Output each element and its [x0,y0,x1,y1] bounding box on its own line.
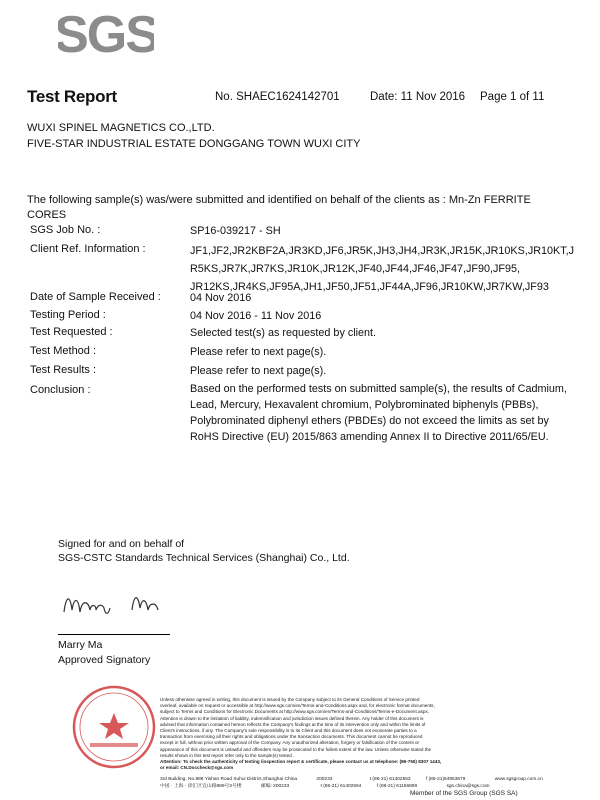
postcode-cn: 邮编: 200233 [260,784,290,789]
test-requested-value: Selected test(s) as requested by client. [190,327,377,339]
fine-print-line: or email: CN.Doccheck@sgs.com [160,765,234,771]
sgs-group-member: Member of the SGS Group (SGS SA) [410,790,518,797]
date-received-label: Date of Sample Received : [30,291,161,303]
client-ref-label: Client Ref. Information : [30,243,146,255]
signed-on-behalf: Signed for and on behalf of [58,538,185,550]
handwritten-signature [60,586,180,626]
intro-line: CORES [27,209,67,221]
client-ref-value [190,242,574,296]
conclusion-line: Polybrominated diphenyl ethers (PBDEs) do not exceed the limits as set by [190,415,549,427]
signatory-role: Approved Signatory [58,654,151,666]
fax-cn: f (86-21) 61156899 [376,784,418,789]
fine-print-line: advised that information contained hereon reflects the Company's findings at the time of its intervention only and within the limits of [160,721,426,727]
sgs-logo [58,6,154,60]
report-title: Test Report [27,87,117,106]
address-cn: 中国 · 上海 · 徐汇区宜山路889号3号楼 [160,784,242,789]
conclusion-line: Lead, Mercury, Hexavalent chromium, Polybrominated biphenyls (PBBs), [190,399,539,411]
fax-en: f (86-21)64953679 [425,777,466,782]
phone-en: t (86-21) 61402553 [369,777,411,782]
test-method-label: Test Method : [30,345,97,357]
fine-print-line: except in full, without prior written approval of the Company. Any unauthorized alteration, forgery or falsification of the content or [160,740,420,746]
testing-period-label: Testing Period : [30,309,106,321]
conclusion-label: Conclusion : [30,384,91,396]
test-results-value: Please refer to next page(s). [190,365,327,377]
date-received-value: 04 Nov 2016 [190,292,252,304]
terms-fine-print [160,697,441,771]
page-indicator: Page 1 of 11 [480,91,545,103]
test-requested-label: Test Requested : [30,326,113,338]
fine-print-line: Attention: To check the authenticity of testing /inspection report & certificate, please contact us at telephone: (86-755) 8307 1443, [160,759,442,765]
intro-line: The following sample(s) was/were submitted and identified on behalf of the clients as : Mn-Zn FERRITE [27,194,531,206]
signing-company: SGS-CSTC Standards Technical Services (Shanghai) Co., Ltd. [58,552,350,564]
sgs-logo-text: SGS [58,6,154,60]
fine-print-line: appearance of this document is unlawful and offenders may be prosecuted to the fullest extent of the law. Unless otherwise stated the [160,746,432,752]
phone-cn: t (86-21) 61402594 [320,784,362,789]
report-date: Date: 11 Nov 2016 [370,91,466,103]
fine-print-line: Client's instructions, if any. The Company's sole responsibility is to its Client and this document does not exonerate parties to a [160,728,417,734]
conclusion-line: RoHS Directive (EU) 2015/863 amending Annex II to Directive 2011/65/EU. [190,431,549,443]
signature-line [58,634,170,635]
fine-print-line: Attention is drawn to the limitation of liability, indemnification and jurisdiction issues defined therein. Any holder of this document is [160,715,424,721]
client-ref-line: R5KS,JR7K,JR7KS,JR10K,JR12K,JF40,JF44,JF46,JF47,JF90,JF95, [190,263,521,275]
company-seal-stamp [70,683,158,771]
address-en: 3rd Building, No.889 Yishan Road Xuhui District,Shanghai China [160,777,298,782]
conclusion-line: Based on the performed tests on submitted sample(s), the results of Cadmium, [190,383,567,395]
test-results-label: Test Results : [30,364,97,376]
fine-print-line: subject to Terms and Conditions for Electronic Documents at http://www.sgs.com/en/Terms-and-Conditions/Terms-e-Document.aspx. [160,709,430,715]
signature-image [60,586,180,626]
footer-address-en [160,777,543,783]
fine-print-line: results shown in this test report refer only to the sample(s) tested . [160,752,295,758]
job-no-value: SP16-039217 - SH [190,225,281,237]
client-address: FIVE-STAR INDUSTRIAL ESTATE DONGGANG TOWN WUXI CITY [27,138,361,150]
client-ref-line: JF1,JF2,JR2KBF2A,JR3KD,JF6,JR5K,JH3,JH4,JR3K,JR15K,JR10KS,JR10KT,J [190,245,575,257]
client-name: WUXI SPINEL MAGNETICS CO.,LTD. [27,122,215,134]
postcode-en: 200233 [316,777,333,782]
fine-print-line: transaction from exercising all their rights and obligations under the transaction documents. This document cannot be reproduced [160,734,423,740]
test-method-value: Please refer to next page(s). [190,346,327,358]
client-ref-line: JR12KS,JR4KS,JF95A,JH1,JF50,JF51,JF44A,JF96,JR10KW,JR7KW,JF93 [190,281,549,293]
conclusion-value [190,381,590,445]
fine-print-line: Unless otherwise agreed in writing, this document is issued by the Company subject to its General Conditions of Service printed [160,697,420,702]
email[interactable]: sgs.china@sgs.com [446,784,490,789]
intro-text [27,193,587,223]
website[interactable]: www.sgsgroup.com.cn [494,777,543,782]
signatory-name: Marry Ma [58,639,103,651]
job-no-label: SGS Job No. : [30,224,101,236]
testing-period-value: 04 Nov 2016 - 11 Nov 2016 [190,310,322,322]
fine-print-line: overleaf, available on request or accessible at http://www.sgs.com/en/Terms-and-Conditions.aspx and, for electronic format documents, [160,703,435,709]
report-number: No. SHAEC1624142701 [215,91,340,103]
